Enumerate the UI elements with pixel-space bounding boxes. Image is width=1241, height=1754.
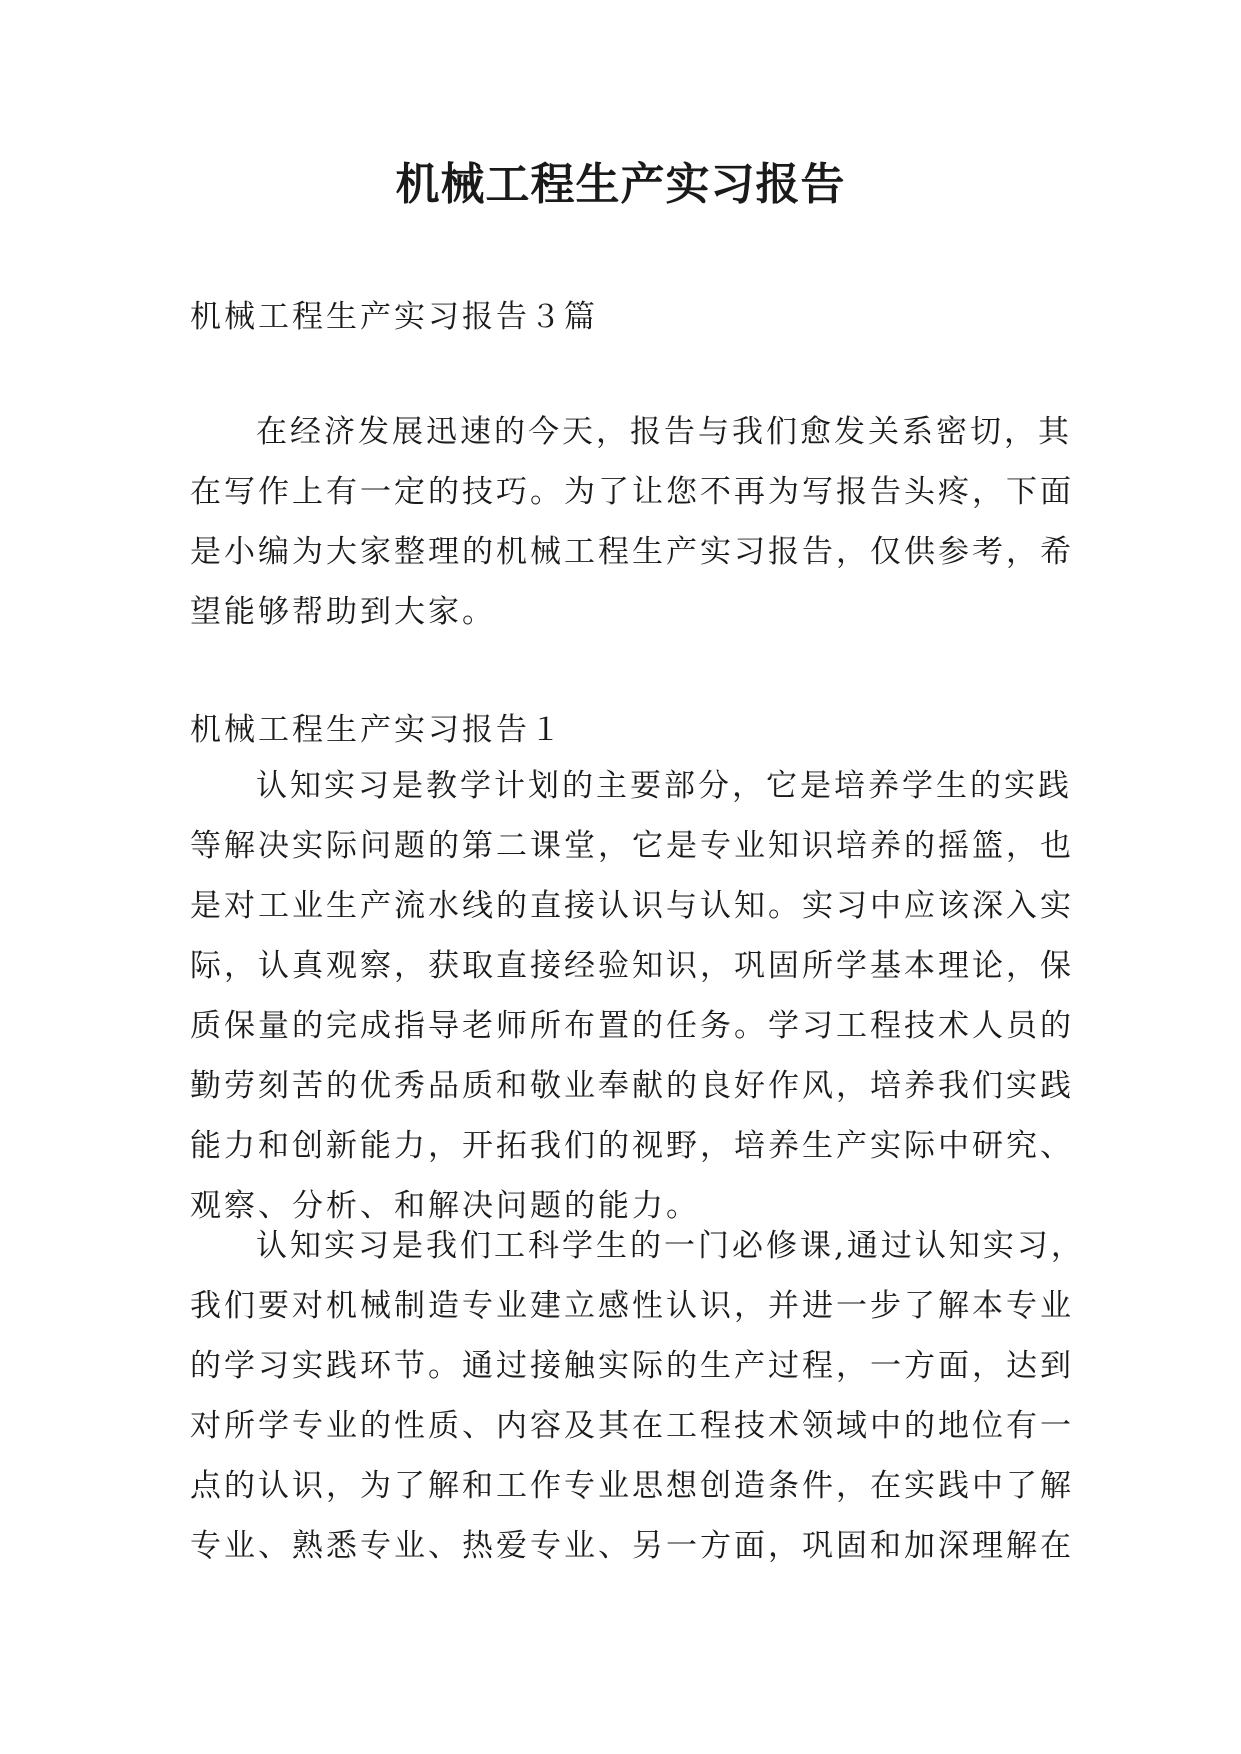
paragraph-line: 观察、分析、和解决问题的能力。	[190, 1188, 700, 1224]
paragraph-line: 专业、熟悉专业、热爱专业、另一方面，巩固和加深理解在	[190, 1528, 1074, 1564]
paragraph-line: 等解决实际问题的第二课堂，它是专业知识培养的摇篮，也	[190, 828, 1074, 864]
intro-paragraph	[190, 402, 1074, 642]
paragraph-line: 我们要对机械制造专业建立感性认识，并进一步了解本专业	[190, 1288, 1074, 1324]
paragraph-line: 认知实习是教学计划的主要部分，它是培养学生的实践	[256, 768, 1072, 804]
section-heading	[190, 700, 1062, 760]
paragraph-line: 是对工业生产流水线的直接认识与认知。实习中应该深入实	[190, 888, 1074, 924]
paragraph-line: 际，认真观察，获取直接经验知识，巩固所学基本理论，保	[190, 948, 1074, 984]
paragraph-line: 对所学专业的性质、内容及其在工程技术领域中的地位有一	[190, 1408, 1074, 1444]
paragraph-line: 的学习实践环节。通过接触实际的生产过程，一方面，达到	[190, 1348, 1074, 1384]
intro-line: 在经济发展迅速的今天，报告与我们愈发关系密切，其	[256, 414, 1072, 450]
body-paragraph-1	[190, 756, 1074, 1236]
section-heading-text: 机械工程生产实习报告１	[190, 712, 564, 748]
intro-line: 是小编为大家整理的机械工程生产实习报告，仅供参考，希	[190, 534, 1074, 570]
document-title: 机械工程生产实习报告	[395, 159, 846, 210]
intro-line: 望能够帮助到大家。	[190, 594, 496, 630]
paragraph-line: 质保量的完成指导老师所布置的任务。学习工程技术人员的	[190, 1008, 1074, 1044]
document-subtitle	[190, 287, 1062, 347]
paragraph-line: 点的认识，为了解和工作专业思想创造条件，在实践中了解	[190, 1468, 1074, 1504]
body-paragraph-2	[190, 1216, 1085, 1576]
subtitle-text: 机械工程生产实习报告３篇	[190, 299, 598, 335]
intro-line: 在写作上有一定的技巧。为了让您不再为写报告头疼，下面	[190, 474, 1074, 510]
paragraph-line: 勤劳刻苦的优秀品质和敬业奉献的良好作风，培养我们实践	[190, 1068, 1074, 1104]
paragraph-line: 能力和创新能力，开拓我们的视野，培养生产实际中研究、	[190, 1128, 1074, 1164]
paragraph-line: 认知实习是我们工科学生的一门必修课,通过认知实习，	[256, 1228, 1085, 1264]
